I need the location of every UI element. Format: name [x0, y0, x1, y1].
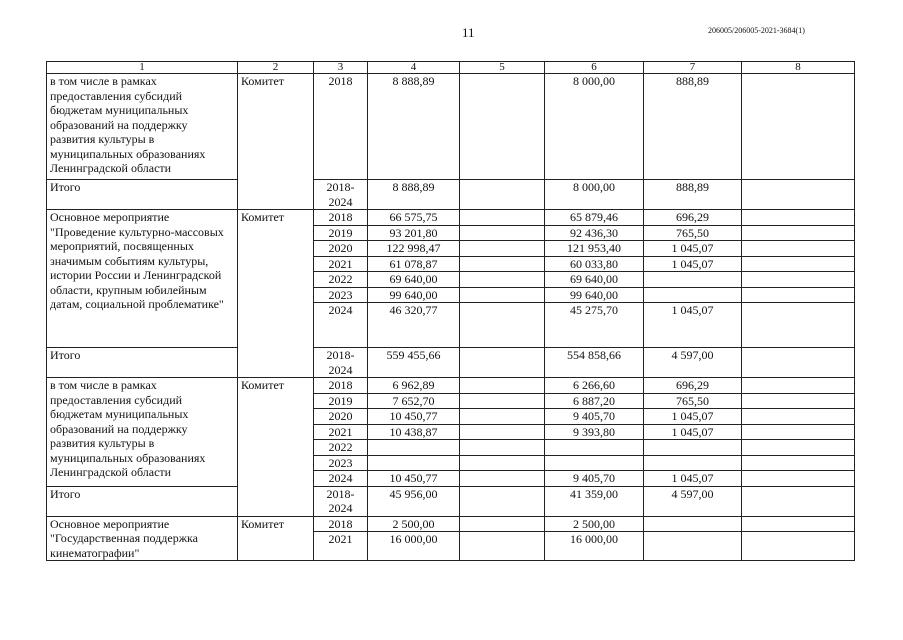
value-col4: 8 888,89: [368, 74, 460, 180]
value-col4: 2 500,00: [368, 516, 460, 532]
value-col5: [460, 471, 545, 487]
measure-description: Основное мероприятие "Государственная поддержка кинематографии": [47, 516, 238, 561]
value-col5: [460, 440, 545, 456]
value-col4: 69 640,00: [368, 272, 460, 288]
value-col4: 10 450,77: [368, 471, 460, 487]
column-number-row: [47, 62, 855, 74]
value-col6: 65 879,46: [545, 210, 644, 226]
total-year: 2018- 2024: [314, 180, 368, 210]
value-col7: [644, 287, 742, 303]
year-cell: 2021: [314, 256, 368, 272]
table-row: [47, 516, 855, 532]
value-col5: [460, 409, 545, 425]
value-col5: [460, 256, 545, 272]
value-col4: [368, 455, 460, 471]
total-col6: 8 000,00: [545, 180, 644, 210]
value-col5: [460, 516, 545, 532]
value-col5: [460, 272, 545, 288]
value-col4: 10 450,77: [368, 409, 460, 425]
value-col6: 9 405,70: [545, 409, 644, 425]
value-col5: [460, 424, 545, 440]
total-row: [47, 348, 855, 378]
year-cell: 2020: [314, 241, 368, 257]
total-col6: 41 359,00: [545, 486, 644, 516]
executor-cell: Комитет: [238, 516, 314, 561]
value-col5: [460, 348, 545, 378]
document-code: 206005/206005-2021-3684(1): [708, 26, 805, 35]
value-col6: 60 033,80: [545, 256, 644, 272]
value-col7: 1 045,07: [644, 241, 742, 257]
page-number: 11: [462, 25, 475, 40]
value-col7: [644, 272, 742, 288]
value-col6: 6 887,20: [545, 393, 644, 409]
value-col8: [742, 486, 855, 516]
value-col5: [460, 225, 545, 241]
year-cell: 2023: [314, 287, 368, 303]
value-col6: 9 405,70: [545, 471, 644, 487]
value-col5: [460, 74, 545, 180]
year-cell: 2018: [314, 516, 368, 532]
total-col6: 554 858,66: [545, 348, 644, 378]
total-col4: 45 956,00: [368, 486, 460, 516]
value-col8: [742, 241, 855, 257]
total-col4: 8 888,89: [368, 180, 460, 210]
value-col8: [742, 440, 855, 456]
value-col5: [460, 455, 545, 471]
year-cell: 2024: [314, 303, 368, 348]
value-col7: 1 045,07: [644, 424, 742, 440]
value-col6: 6 266,60: [545, 378, 644, 394]
total-year: 2018- 2024: [314, 486, 368, 516]
value-col6: 2 500,00: [545, 516, 644, 532]
value-col8: [742, 74, 855, 180]
value-col6: 16 000,00: [545, 532, 644, 561]
value-col6: 9 393,80: [545, 424, 644, 440]
value-col7: [644, 532, 742, 561]
value-col8: [742, 287, 855, 303]
value-col5: [460, 486, 545, 516]
value-col5: [460, 210, 545, 226]
total-row: [47, 180, 855, 210]
col-header: 1: [47, 62, 238, 74]
executor-cell: Комитет: [238, 378, 314, 517]
measure-description: в том числе в рамках предоставления субсидий бюджетам муниципальных образований на поддержку развития культуры в муниципальных образованиях Ленинградской области: [47, 74, 238, 180]
value-col8: [742, 210, 855, 226]
year-cell: 2019: [314, 225, 368, 241]
value-col8: [742, 348, 855, 378]
value-col8: [742, 225, 855, 241]
year-cell: 2018: [314, 74, 368, 180]
value-col8: [742, 455, 855, 471]
value-col8: [742, 180, 855, 210]
executor-cell: Комитет: [238, 210, 314, 378]
value-col6: 69 640,00: [545, 272, 644, 288]
value-col5: [460, 303, 545, 348]
year-cell: 2022: [314, 440, 368, 456]
year-cell: 2018: [314, 210, 368, 226]
value-col6: 92 436,30: [545, 225, 644, 241]
value-col4: 46 320,77: [368, 303, 460, 348]
col-header: 2: [238, 62, 314, 74]
value-col4: 10 438,87: [368, 424, 460, 440]
value-col7: 1 045,07: [644, 303, 742, 348]
table-row: [47, 378, 855, 394]
value-col7: 888,89: [644, 74, 742, 180]
total-row: [47, 486, 855, 516]
col-header: 6: [545, 62, 644, 74]
value-col8: [742, 409, 855, 425]
year-cell: 2024: [314, 471, 368, 487]
year-cell: 2020: [314, 409, 368, 425]
col-header: 4: [368, 62, 460, 74]
col-header: 3: [314, 62, 368, 74]
value-col7: 1 045,07: [644, 256, 742, 272]
value-col4: 6 962,89: [368, 378, 460, 394]
col-header: 7: [644, 62, 742, 74]
col-header: 8: [742, 62, 855, 74]
value-col7: 1 045,07: [644, 409, 742, 425]
value-col7: [644, 455, 742, 471]
year-cell: 2021: [314, 532, 368, 561]
col-header: 5: [460, 62, 545, 74]
value-col8: [742, 393, 855, 409]
total-label: Итого: [47, 348, 238, 378]
value-col8: [742, 256, 855, 272]
total-year: 2018- 2024: [314, 348, 368, 378]
executor-cell: Комитет: [238, 74, 314, 210]
value-col8: [742, 532, 855, 561]
measure-description: Основное мероприятие "Проведение культурно-массовых мероприятий, посвященных значимым событиям культуры, истории России и Ленинградской области, крупным юбилейным датам, социальной проблематике": [47, 210, 238, 348]
value-col5: [460, 378, 545, 394]
total-col7: 888,89: [644, 180, 742, 210]
total-col7: 4 597,00: [644, 348, 742, 378]
value-col4: 66 575,75: [368, 210, 460, 226]
value-col4: 61 078,87: [368, 256, 460, 272]
table-row: [47, 74, 855, 180]
total-col4: 559 455,66: [368, 348, 460, 378]
total-label: Итого: [47, 486, 238, 516]
value-col5: [460, 241, 545, 257]
value-col7: 1 045,07: [644, 471, 742, 487]
value-col7: 765,50: [644, 225, 742, 241]
value-col8: [742, 378, 855, 394]
value-col8: [742, 471, 855, 487]
value-col7: [644, 516, 742, 532]
value-col7: 696,29: [644, 210, 742, 226]
value-col4: 93 201,80: [368, 225, 460, 241]
value-col7: 765,50: [644, 393, 742, 409]
value-col6: 121 953,40: [545, 241, 644, 257]
year-cell: 2022: [314, 272, 368, 288]
year-cell: 2023: [314, 455, 368, 471]
year-cell: 2021: [314, 424, 368, 440]
value-col5: [460, 180, 545, 210]
value-col6: [545, 440, 644, 456]
value-col7: [644, 440, 742, 456]
value-col4: [368, 440, 460, 456]
year-cell: 2018: [314, 378, 368, 394]
year-cell: 2019: [314, 393, 368, 409]
value-col6: [545, 455, 644, 471]
value-col4: 16 000,00: [368, 532, 460, 561]
value-col8: [742, 303, 855, 348]
total-label: Итого: [47, 180, 238, 210]
total-col7: 4 597,00: [644, 486, 742, 516]
value-col8: [742, 424, 855, 440]
value-col4: 99 640,00: [368, 287, 460, 303]
value-col5: [460, 393, 545, 409]
value-col6: 99 640,00: [545, 287, 644, 303]
value-col8: [742, 272, 855, 288]
value-col8: [742, 516, 855, 532]
value-col5: [460, 532, 545, 561]
value-col5: [460, 287, 545, 303]
measure-description: в том числе в рамках предоставления субсидий бюджетам муниципальных образований на поддержку развития культуры в муниципальных образованиях Ленинградской области: [47, 378, 238, 487]
value-col4: 7 652,70: [368, 393, 460, 409]
value-col7: 696,29: [644, 378, 742, 394]
value-col4: 122 998,47: [368, 241, 460, 257]
budget-table: [46, 61, 855, 561]
table-row: [47, 210, 855, 226]
value-col6: 8 000,00: [545, 74, 644, 180]
value-col6: 45 275,70: [545, 303, 644, 348]
